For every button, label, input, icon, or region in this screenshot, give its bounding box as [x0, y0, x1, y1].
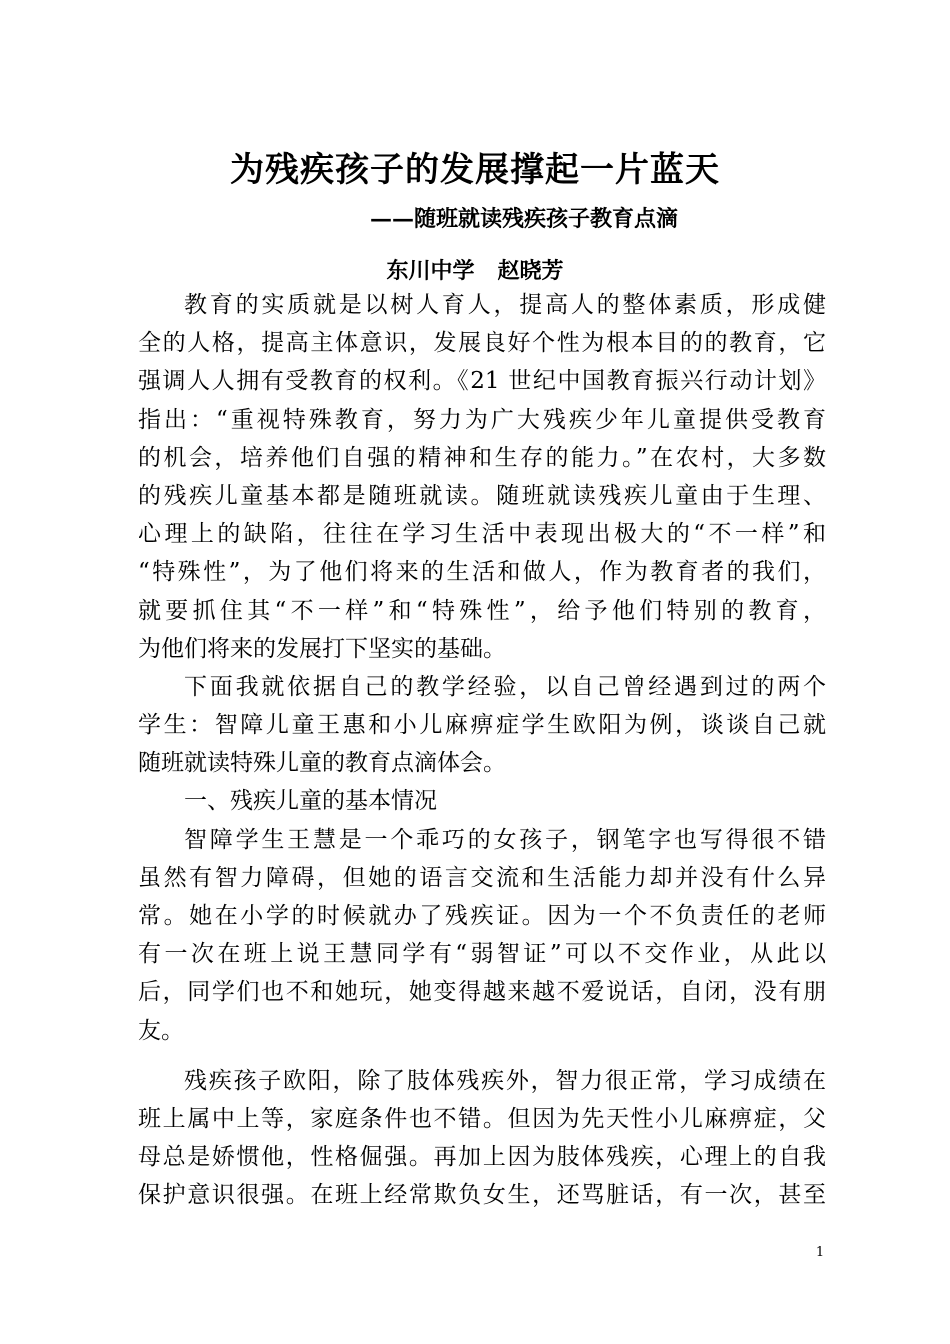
body-line: 保护意识很强。在班上经常欺负女生，还骂脏话，有一次，甚至	[138, 1182, 826, 1209]
document-subtitle: ——随班就读残疾孩子教育点滴	[370, 206, 679, 232]
body-line: 为他们将来的发展打下坚实的基础。	[138, 635, 506, 662]
body-line: 母总是娇惯他，性格倔强。再加上因为肢体残疾，心理上的自我	[138, 1144, 826, 1171]
body-line: 后，同学们也不和她玩，她变得越来越不爱说话，自闭，没有朋	[138, 979, 826, 1006]
paragraph-gap	[138, 1050, 826, 1062]
body-line: 友。	[138, 1017, 184, 1044]
document-title: 为残疾孩子的发展撑起一片蓝天	[230, 150, 720, 190]
body-line: 残疾孩子欧阳，除了肢体残疾外，智力很正常，学习成绩在	[184, 1067, 826, 1094]
section-heading: 一、残疾儿童的基本情况	[184, 788, 437, 815]
body-line: 下面我就依据自己的教学经验，以自己曾经遇到过的两个	[184, 673, 826, 700]
body-line: 虽然有智力障碍，但她的语言交流和生活能力却并没有什么异	[138, 864, 826, 891]
body-line: 班上属中上等，家庭条件也不错。但因为先天性小儿麻痹症，父	[138, 1105, 826, 1132]
body-line: 强调人人拥有受教育的权利。《21 世纪中国教育振兴行动计划》	[138, 368, 826, 395]
body-line: 的机会，培养他们自强的精神和生存的能力。”在农村，大多数	[138, 444, 826, 471]
body-line: 就要抓住其“不一样”和“特殊性”，给予他们特别的教育，	[138, 597, 826, 624]
body-line: 教育的实质就是以树人育人，提高人的整体素质，形成健	[184, 292, 826, 318]
body-line: 常。她在小学的时候就办了残疾证。因为一个不负责任的老师	[138, 903, 826, 929]
body-line: 的残疾儿童基本都是随班就读。随班就读残疾儿童由于生理、	[138, 482, 826, 509]
body-line: 学生：智障儿童王惠和小儿麻痹症学生欧阳为例，谈谈自己就	[138, 712, 826, 739]
body-line: 有一次在班上说王慧同学有“弱智证”可以不交作业，从此以	[138, 941, 826, 968]
body-line: 智障学生王慧是一个乖巧的女孩子，钢笔字也写得很不错	[184, 826, 826, 853]
document-author: 东川中学 赵晓芳	[386, 258, 564, 284]
document-body	[138, 286, 826, 1215]
page-number: 1	[815, 1245, 825, 1260]
body-line: 全的人格，提高主体意识，发展良好个性为根本目的的教育，它	[138, 330, 826, 357]
body-line: 心理上的缺陷，往往在学习生活中表现出极大的“不一样”和	[138, 521, 826, 548]
body-line: “特殊性”，为了他们将来的生活和做人，作为教育者的我们，	[138, 559, 826, 586]
body-line: 随班就读特殊儿童的教育点滴体会。	[138, 750, 506, 777]
body-line: 指出：“重视特殊教育，努力为广大残疾少年儿童提供受教育	[138, 406, 826, 433]
